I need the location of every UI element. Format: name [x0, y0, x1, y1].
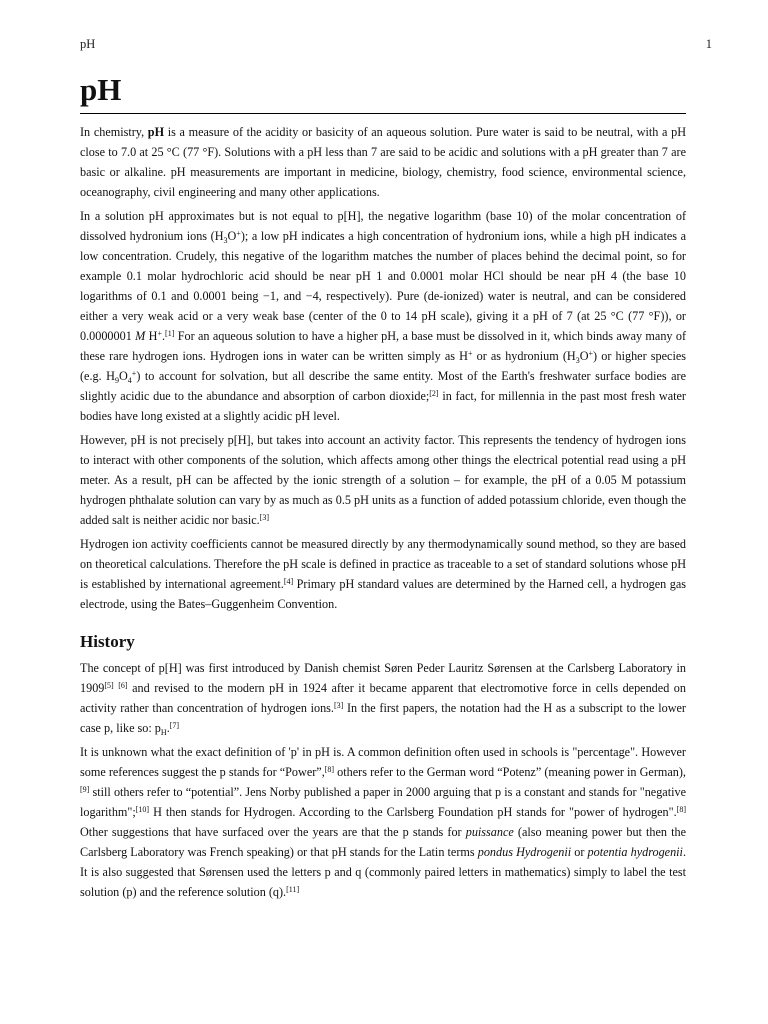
citation-link[interactable]: [2] [429, 388, 439, 398]
subscript: H [160, 728, 167, 738]
subscript: 3 [223, 236, 228, 246]
text-run: and revised to the modern pH in 1924 after it became apparent that electromotive force in cells depended on activity rather than concentration of hydrogen ions. [80, 681, 686, 715]
text-run: O [579, 349, 589, 363]
text-run: It is unknown what the exact definition of 'p' in pH is. A common definition often used in schools is "percentage". However some references suggest the p stands for “Power”, [80, 745, 686, 779]
text-run: H then stands for Hydrogen. According to the Carlsberg Foundation pH stands for "power of hydrogen". [149, 805, 677, 819]
text-run: in fact, for millennia in the past most fresh water bodies have long existed at a slightly acidic pH level. [80, 389, 686, 423]
citation-link[interactable]: [6] [118, 680, 128, 690]
citation-link[interactable]: [3] [333, 700, 344, 710]
citation-link[interactable]: [9] [80, 784, 90, 794]
text-run: Hydrogen ion activity coefficients cannot be measured directly by any thermodynamically sound method, so they are based on theoretical calculations. Therefore the pH scale is defined in practice as traceable to a set of standard solutions whose pH is established by international agreement. [80, 537, 686, 591]
superscript: + [157, 328, 162, 338]
citation-link[interactable]: [4] [283, 576, 294, 586]
text-run: In the first papers, the notation had the H as a subscript to the lower case p, like so: p [80, 701, 686, 735]
text-run: . [166, 721, 170, 735]
text-run: still others refer to “potential”. Jens Norby published a paper in 2000 arguing that p is a constant and stands for "negative logarithm"; [80, 785, 686, 819]
text-run: The concept of p[H] was first introduced by Danish chemist Søren Peder Lauritz Sørensen at the Carlsberg Laboratory in 1909 [80, 661, 686, 695]
text-run: ); a low pH indicates a high concentration of hydronium ions, while a high pH indicates a low concentration. Crudely, this negative of the logarithm matches the number of places behind the decimal point, so for example 0.1 molar hydrochloric acid should be near pH 1 and 0.0001 molar HCl should be near pH 4 (the base 10 logarithms of 0.1 and 0.0001 being −1, and −4, respectively). Pure (de-ionized) water is neutral, and can be considered either a very weak acid or a very weak base (center of the 0 to 14 pH scale), giving it a pH of 7 (at 25 °C (77 °F)), or 0.0000001 [80, 229, 686, 343]
text-run: (also meaning power but then the Carlsberg Laboratory was French speaking) or that pH stands for the Latin terms [80, 825, 686, 859]
paragraph-intro [80, 122, 686, 202]
citation-link[interactable]: [5] [104, 680, 114, 690]
text-run: H [145, 329, 158, 343]
text-run: O [227, 229, 237, 243]
text-run: . It is also suggested that Sørensen used the letters p and q (commonly paired letters in mathematics) simply to label the test solution (p) and the reference solution (q). [80, 845, 686, 899]
citation-link[interactable]: [8] [676, 804, 686, 814]
paragraph-history-concept [80, 658, 686, 738]
superscript: + [467, 348, 473, 358]
citation-link[interactable]: [10] [135, 804, 150, 814]
article-body [80, 122, 686, 906]
text-run: ) to account for solvation, but all describe the same entity. Most of the Earth's freshwater surface bodies are slightly acidic due to the abundance and absorption of carbon dioxide; [80, 369, 686, 403]
text-run: or [571, 845, 588, 859]
italic-text: pondus Hydrogenii [477, 845, 572, 859]
section-heading-history: History [80, 632, 135, 651]
text-run: others refer to the German word “Potenz” (meaning power in German), [334, 765, 686, 779]
running-title: pH [80, 37, 96, 51]
text-run: However, pH is not precisely p[H], but takes into account an activity factor. This represents the tendency of hydrogen ions to interact with other components of the solution, which affects among other things the electrical potential read using a pH meter. As a result, pH can be affected by the ionic strength of a solution – for example, the pH of a 0.05 M potassium hydrogen phthalate solution can vary by as much as 0.5 pH units as a function of added potassium chloride, even though the added salt is neither acidic nor basic. [80, 433, 686, 527]
subscript: 4 [127, 376, 132, 386]
citation-link[interactable]: [8] [324, 764, 335, 774]
superscript: + [236, 228, 241, 238]
page-number: 1 [705, 37, 712, 51]
text-run: . [161, 329, 166, 343]
subscript: 9 [114, 376, 119, 386]
paragraph-definition [80, 206, 686, 426]
superscript: + [131, 368, 137, 378]
article-title: pH [80, 72, 686, 114]
text-run: ) or higher species (e.g. H [80, 349, 686, 383]
text-run: Primary pH standard values are determined by the Harned cell, a hydrogen gas electrode, using the Bates–Guggenheim Convention. [80, 577, 687, 611]
citation-link[interactable]: [7] [169, 720, 180, 730]
paragraph-history-meaning [80, 742, 686, 902]
citation-link[interactable]: [11] [286, 884, 300, 894]
citation-link[interactable]: [3] [259, 512, 270, 522]
italic-text: M [135, 329, 146, 343]
paragraph-standards [80, 534, 686, 614]
italic-text: puissance [465, 825, 514, 839]
paragraph-activity [80, 430, 686, 530]
text-run: For an aqueous solution to have a higher pH, a base must be dissolved in it, which binds away many of these rare hydrogen ions. Hydrogen ions in water can be written simply as H [80, 329, 687, 363]
superscript: + [588, 348, 594, 358]
bold-term: pH [147, 125, 165, 139]
text-run: O [118, 369, 128, 383]
text-run: In a solution pH approximates but is not equal to p[H], the negative logarithm (base 10) of the molar concentration of dissolved hydronium ions (H [80, 209, 686, 243]
subscript: 3 [575, 356, 580, 366]
text-run: or as hydronium (H [472, 349, 576, 363]
citation-link[interactable]: [1] [165, 328, 175, 338]
text-run: is a measure of the acidity or basicity of an aqueous solution. Pure water is said to be neutral, with a pH close to 7.0 at 25 °C (77 °F). Solutions with a pH less than 7 are said to be acidic and solutions with a pH greater than 7 are basic or alkaline. pH measurements are important in medicine, biology, chemistry, food science, environmental science, oceanography, civil engineering and many other applications. [80, 125, 686, 199]
italic-text: potentia hydrogenii [587, 845, 683, 859]
text-run: In chemistry, [80, 125, 148, 139]
text-run: Other suggestions that have surfaced over the years are that the p stands for [80, 825, 466, 839]
